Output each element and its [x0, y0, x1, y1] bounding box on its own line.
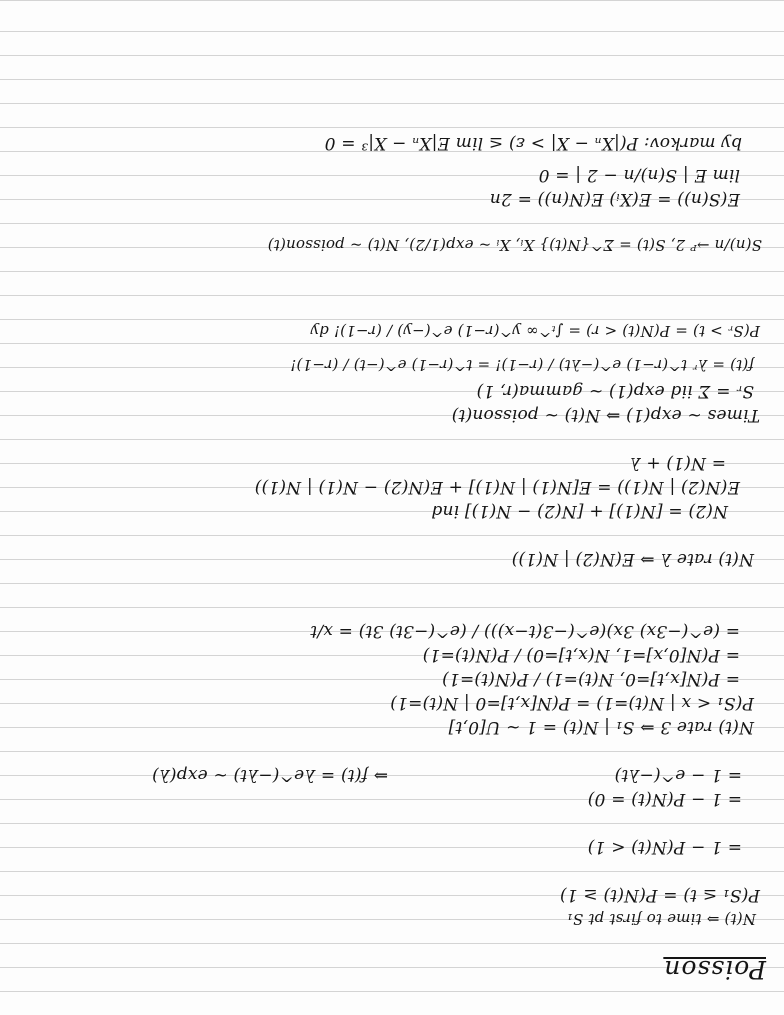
note-line-4: = 1 − P(N(t) = 0) — [587, 789, 742, 809]
notes-title: Poisson — [663, 955, 766, 984]
note-line-13: N(2) = [N(1)] + [N(2) − N(1)] ind — [431, 501, 728, 521]
note-line-18: f(t) = λʳ t^(r−1) e^(−λt) / (r−1)! = t^(r−1) e^(−t) / (r−1)! — [290, 356, 754, 374]
note-line-11: = (e^(−3x) 3x)(e^(−3(t−x))) / (e^(−3t) 3t) = x/t — [310, 621, 740, 641]
note-line-12: N(t) rate λ ⇒ E(N(2) | N(1)) — [511, 549, 754, 569]
note-line-17: Sᵣ = Σ iid exp(1) ~ gamma(r, 1) — [476, 381, 754, 401]
note-line-8: P(S₁ < x | N(t)=1) = P(N[x,t]=0 | N(t)=1) — [390, 693, 754, 713]
note-line-6: ⇒ f(t) = λe^(−λt) ~ exp(λ) — [151, 765, 388, 785]
note-line-14: E(N(2) | N(1)) = E[N(1) | N(1)] + E(N(2) − N(1) | N(1)) — [254, 477, 740, 497]
note-line-5: = 1 − e^(−λt) — [614, 765, 742, 785]
note-line-3: = 1 − P(N(t) < 1) — [587, 837, 742, 857]
note-line-1: N(t) ⇒ time to first pt S₁ — [566, 910, 756, 928]
note-line-16: Times ~ exp(1) ⇒ N(t) ~ poisson(t) — [451, 405, 760, 425]
note-line-19: P(Sᵣ > t) = P(N(t) < r) = ∫ₜ^∞ y^(r−1) e^(−y) / (r−1)! dy — [310, 322, 760, 340]
note-line-10: = P(N[0,x]=1, N(x,t]=0) / P(N(t)=1) — [422, 645, 740, 665]
note-line-2: P(S₁ ≤ t) = P(N(t) ≥ 1) — [559, 885, 760, 905]
note-line-9: = P(N[x,t]=0, N(t)=1) / P(N(t)=1) — [441, 669, 740, 689]
note-line-23: by markov: P(|Xₙ − X| > ε) ≤ lim E|Xₙ − X|³ = 0 — [324, 133, 742, 153]
note-line-22: lim E | S(n)/n − 2 | = 0 — [538, 165, 740, 185]
note-line-21: E(S(n)) = E(Xᵢ) E(N(n)) = 2n — [489, 189, 740, 209]
note-line-20: S(n)/n →ᴾ 2, S(t) = Σ^{N(t)} Xᵢ, Xᵢ ~ exp(1/2), N(t) ~ poisson(t) — [267, 236, 762, 254]
note-line-15: = N(1) + λ — [629, 453, 726, 473]
note-line-7: N(t) rate 3 ⇒ S₁ | N(t) = 1 ~ U[0,t] — [448, 717, 754, 737]
